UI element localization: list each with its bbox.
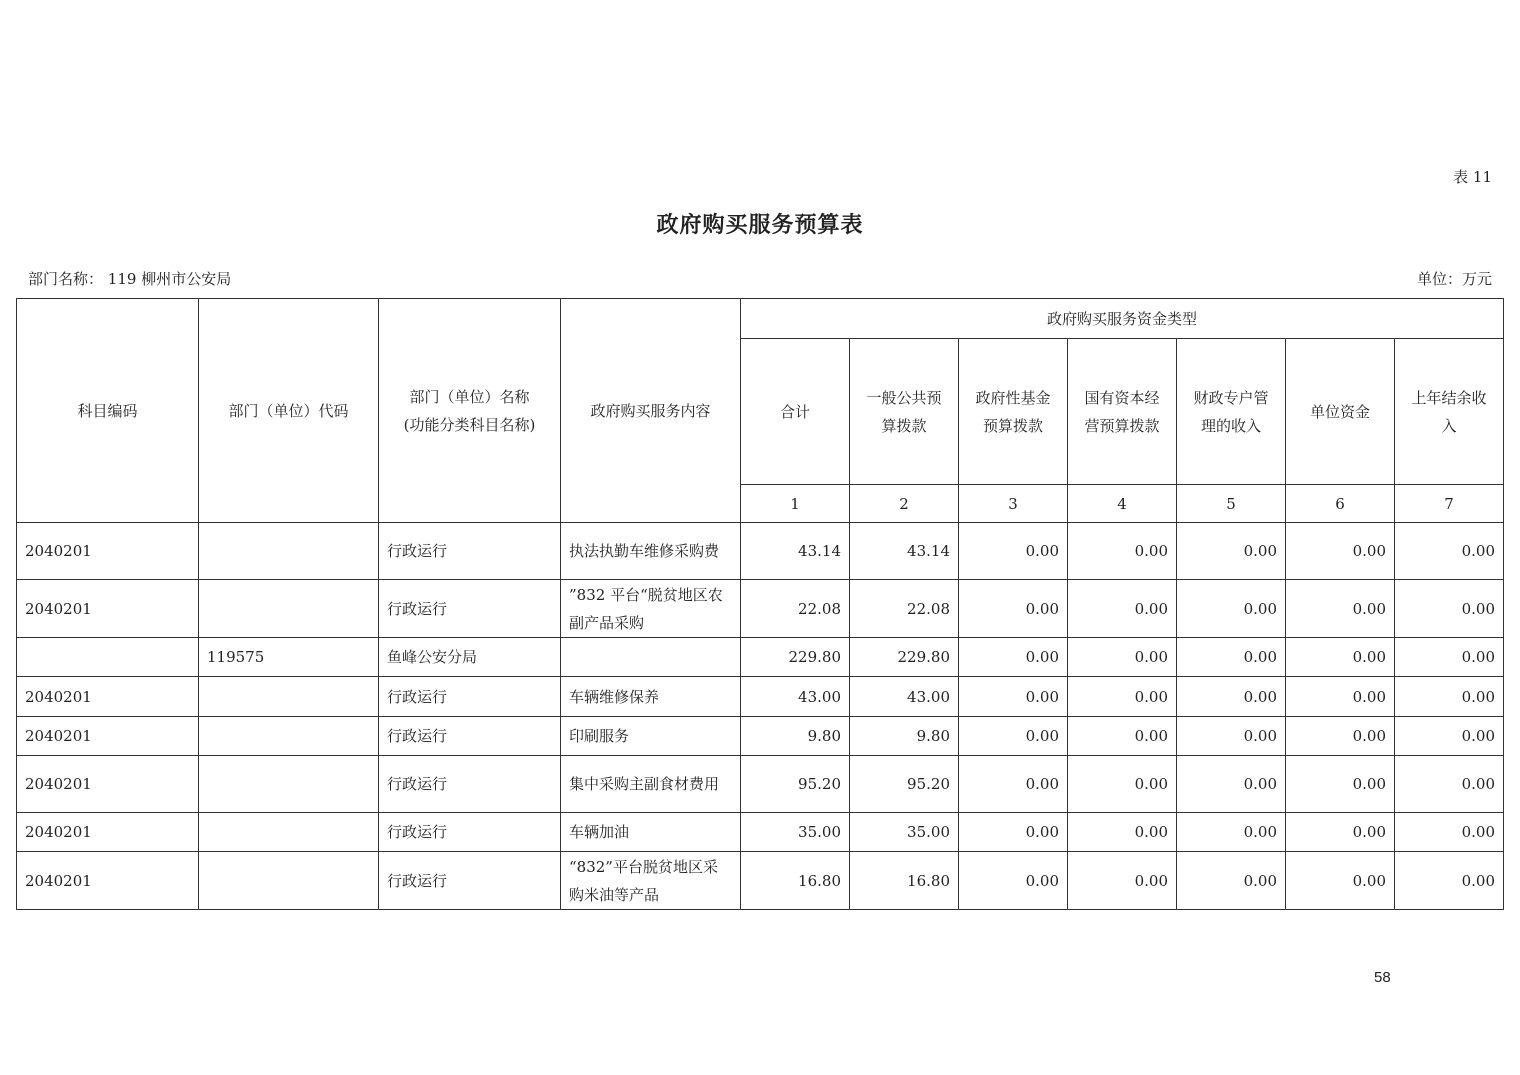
cell-dept-name: 行政运行 <box>379 717 561 756</box>
cell-content: 执法执勤车维修采购费 <box>561 523 741 580</box>
cell-subject-code: 2040201 <box>17 580 199 638</box>
header-col-line2: 预算拨款 <box>982 416 1043 435</box>
header-dept-code: 部门（单位）代码 <box>199 299 379 523</box>
cell-subject-code: 2040201 <box>17 523 199 580</box>
cell-value-1: 22.08 <box>741 580 850 638</box>
cell-value-7: 0.00 <box>1395 852 1504 910</box>
cell-dept-code <box>199 677 379 717</box>
cell-value-4: 0.00 <box>1068 677 1177 717</box>
table-row <box>17 580 1504 638</box>
cell-dept-name: 行政运行 <box>379 523 561 580</box>
cell-value-5: 0.00 <box>1177 717 1286 756</box>
page-title: 政府购买服务预算表 <box>656 212 864 238</box>
cell-value-4: 0.00 <box>1068 638 1177 677</box>
cell-value-3: 0.00 <box>959 852 1068 910</box>
cell-value-2: 35.00 <box>850 813 959 852</box>
cell-value-3: 0.00 <box>959 717 1068 756</box>
cell-value-7: 0.00 <box>1395 677 1504 717</box>
cell-content: “832”平台脱贫地区采购米油等产品 <box>561 852 741 910</box>
header-col-line1: 政府性基金 <box>975 388 1051 407</box>
cell-subject-code: 2040201 <box>17 677 199 717</box>
header-dept-name <box>379 299 561 523</box>
cell-dept-name: 行政运行 <box>379 852 561 910</box>
header-col-1 <box>741 339 850 485</box>
header-row-1 <box>17 299 1504 339</box>
header-col-6 <box>1286 339 1395 485</box>
cell-dept-code <box>199 813 379 852</box>
cell-value-7: 0.00 <box>1395 638 1504 677</box>
cell-value-7: 0.00 <box>1395 813 1504 852</box>
cell-value-1: 43.14 <box>741 523 850 580</box>
header-col-number: 2 <box>850 485 959 523</box>
header-col-7 <box>1395 339 1504 485</box>
header-subject-code: 科目编码 <box>17 299 199 523</box>
cell-subject-code: 2040201 <box>17 813 199 852</box>
cell-value-4: 0.00 <box>1068 717 1177 756</box>
header-col-line2: 算拨款 <box>881 416 927 435</box>
cell-value-3: 0.00 <box>959 677 1068 717</box>
cell-value-6: 0.00 <box>1286 717 1395 756</box>
table-row <box>17 717 1504 756</box>
cell-value-6: 0.00 <box>1286 756 1395 813</box>
cell-dept-code <box>199 756 379 813</box>
cell-value-3: 0.00 <box>959 523 1068 580</box>
cell-dept-code <box>199 852 379 910</box>
cell-value-6: 0.00 <box>1286 523 1395 580</box>
table-row <box>17 638 1504 677</box>
cell-value-2: 9.80 <box>850 717 959 756</box>
header-col-3 <box>959 339 1068 485</box>
cell-value-6: 0.00 <box>1286 580 1395 638</box>
header-dept-name-line1: 部门（单位）名称 <box>409 387 530 406</box>
cell-value-5: 0.00 <box>1177 756 1286 813</box>
cell-dept-name: 鱼峰公安分局 <box>379 638 561 677</box>
cell-value-1: 43.00 <box>741 677 850 717</box>
page-number: 58 <box>1374 969 1391 986</box>
cell-content: 车辆加油 <box>561 813 741 852</box>
table-row <box>17 852 1504 910</box>
cell-subject-code: 2040201 <box>17 756 199 813</box>
cell-dept-code <box>199 717 379 756</box>
department-label: 部门名称： <box>28 270 104 288</box>
cell-content: 车辆维修保养 <box>561 677 741 717</box>
header-fund-type: 政府购买服务资金类型 <box>741 299 1504 339</box>
header-col-line1: 国有资本经 <box>1084 388 1160 407</box>
cell-value-2: 43.00 <box>850 677 959 717</box>
cell-value-3: 0.00 <box>959 638 1068 677</box>
cell-value-1: 9.80 <box>741 717 850 756</box>
header-dept-name-line2: (功能分类科目名称) <box>403 415 536 434</box>
cell-value-1: 16.80 <box>741 852 850 910</box>
header-col-line2: 营预算拨款 <box>1084 416 1160 435</box>
cell-value-3: 0.00 <box>959 813 1068 852</box>
header-col-line2: 入 <box>1441 416 1457 435</box>
cell-subject-code <box>17 638 199 677</box>
cell-dept-name: 行政运行 <box>379 677 561 717</box>
unit-label: 单位：万元 <box>1416 270 1492 288</box>
cell-value-5: 0.00 <box>1177 523 1286 580</box>
cell-value-5: 0.00 <box>1177 852 1286 910</box>
cell-value-7: 0.00 <box>1395 756 1504 813</box>
cell-content: 集中采购主副食材费用 <box>561 756 741 813</box>
department-info <box>28 268 231 289</box>
cell-value-7: 0.00 <box>1395 523 1504 580</box>
cell-value-6: 0.00 <box>1286 638 1395 677</box>
cell-content: ”832 平台“脱贫地区农副产品采购 <box>561 580 741 638</box>
cell-value-4: 0.00 <box>1068 756 1177 813</box>
cell-value-2: 22.08 <box>850 580 959 638</box>
table-row <box>17 523 1504 580</box>
cell-value-1: 35.00 <box>741 813 850 852</box>
cell-value-3: 0.00 <box>959 756 1068 813</box>
header-col-line2: 理的收入 <box>1200 416 1261 435</box>
cell-dept-code <box>199 523 379 580</box>
cell-value-5: 0.00 <box>1177 677 1286 717</box>
header-col-5 <box>1177 339 1286 485</box>
header-col-number: 5 <box>1177 485 1286 523</box>
header-col-number: 6 <box>1286 485 1395 523</box>
header-col-number: 7 <box>1395 485 1504 523</box>
header-col-2 <box>850 339 959 485</box>
cell-value-4: 0.00 <box>1068 852 1177 910</box>
cell-dept-name: 行政运行 <box>379 813 561 852</box>
header-content: 政府购买服务内容 <box>561 299 741 523</box>
cell-value-5: 0.00 <box>1177 638 1286 677</box>
header-col-line1: 财政专户管 <box>1193 388 1269 407</box>
cell-value-5: 0.00 <box>1177 813 1286 852</box>
department-value: 119 柳州市公安局 <box>107 270 232 288</box>
cell-value-2: 43.14 <box>850 523 959 580</box>
header-col-line1: 单位资金 <box>1309 402 1370 421</box>
cell-value-6: 0.00 <box>1286 677 1395 717</box>
header-col-line1: 合计 <box>779 402 810 421</box>
cell-dept-code: 119575 <box>199 638 379 677</box>
table-body <box>17 523 1504 910</box>
header-col-line1: 一般公共预 <box>866 388 942 407</box>
header-col-number: 1 <box>741 485 850 523</box>
cell-value-1: 95.20 <box>741 756 850 813</box>
cell-value-3: 0.00 <box>959 580 1068 638</box>
table-number: 表 11 <box>1453 168 1492 186</box>
cell-value-6: 0.00 <box>1286 852 1395 910</box>
cell-value-7: 0.00 <box>1395 580 1504 638</box>
header-col-number: 4 <box>1068 485 1177 523</box>
cell-dept-name: 行政运行 <box>379 580 561 638</box>
header-col-number: 3 <box>959 485 1068 523</box>
cell-value-4: 0.00 <box>1068 580 1177 638</box>
cell-value-4: 0.00 <box>1068 813 1177 852</box>
cell-subject-code: 2040201 <box>17 852 199 910</box>
cell-dept-code <box>199 580 379 638</box>
cell-value-1: 229.80 <box>741 638 850 677</box>
cell-value-2: 16.80 <box>850 852 959 910</box>
budget-table <box>16 298 1504 910</box>
cell-value-2: 95.20 <box>850 756 959 813</box>
cell-content: 印刷服务 <box>561 717 741 756</box>
table-row <box>17 677 1504 717</box>
cell-value-2: 229.80 <box>850 638 959 677</box>
header-col-4 <box>1068 339 1177 485</box>
cell-value-6: 0.00 <box>1286 813 1395 852</box>
cell-value-7: 0.00 <box>1395 717 1504 756</box>
header-col-line1: 上年结余收 <box>1411 388 1487 407</box>
cell-value-5: 0.00 <box>1177 580 1286 638</box>
cell-subject-code: 2040201 <box>17 717 199 756</box>
cell-dept-name: 行政运行 <box>379 756 561 813</box>
table-row <box>17 756 1504 813</box>
table-row <box>17 813 1504 852</box>
cell-content <box>561 638 741 677</box>
cell-value-4: 0.00 <box>1068 523 1177 580</box>
